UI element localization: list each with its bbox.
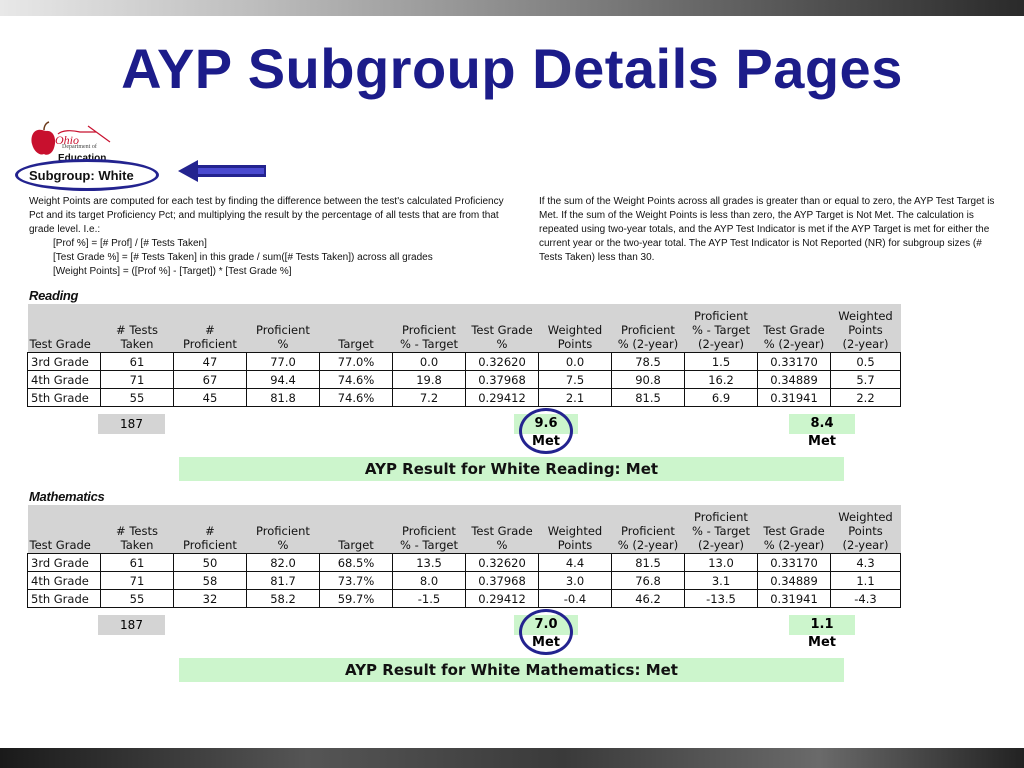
cell-test-grade: 5th Grade bbox=[28, 590, 101, 608]
cell-num-proficient: 58 bbox=[174, 572, 247, 590]
cell-test-grade-pct: 0.29412 bbox=[466, 590, 539, 608]
column-header-text: Weighted bbox=[838, 309, 893, 323]
cell-proficient-pct: 94.4 bbox=[247, 371, 320, 389]
column-header-proficient-pct bbox=[247, 304, 320, 353]
column-header-text: Points bbox=[557, 538, 593, 552]
cell-target: 59.7% bbox=[320, 590, 393, 608]
cell-proficient-minus-target: 7.2 bbox=[393, 389, 466, 407]
cell-proficient-minus-target: -1.5 bbox=[393, 590, 466, 608]
column-header-text: % - Target bbox=[400, 337, 458, 351]
cell-weighted-points: 7.5 bbox=[539, 371, 612, 389]
column-header-text: Test Grade bbox=[471, 323, 533, 337]
column-header-text: Points bbox=[848, 323, 883, 337]
reading-ayp-result: AYP Result for White Reading: Met bbox=[179, 457, 844, 481]
cell-num-proficient: 45 bbox=[174, 389, 247, 407]
cell-test-grade-pct: 0.37968 bbox=[466, 371, 539, 389]
column-header-weighted-points bbox=[539, 505, 612, 554]
column-header-test-grade-pct bbox=[466, 304, 539, 353]
weight-points-explanation bbox=[29, 195, 519, 279]
formula-weight-points: [Weight Points] = ([Prof %] - [Target]) * [Test Grade %] bbox=[53, 266, 292, 277]
table-row bbox=[28, 590, 901, 608]
left-arrow-icon bbox=[178, 160, 268, 182]
ayp-target-explanation: If the sum of the Weight Points across all grades is greater than or equal to zero, the AYP Test Target is Met. If the sum of the Weight Points is less than zero, the AYP Target is Not Met. The calculation is repeated using two-year totals, and the AYP Test Indicator is met if the AYP Target is met for either the current year or the two-year total. The AYP Test Indicator is Not Reported (NR) for subgroup sizes (# Tests Taken) less than 30. bbox=[539, 196, 995, 263]
cell-proficient-pct-2yr: 76.8 bbox=[612, 572, 685, 590]
cell-weighted-points-2yr: 1.1 bbox=[831, 572, 901, 590]
cell-proficient-minus-target-2yr: 1.5 bbox=[685, 353, 758, 371]
cell-proficient-pct-2yr: 81.5 bbox=[612, 554, 685, 572]
column-header-text: # bbox=[205, 323, 215, 337]
column-header-text: Weighted bbox=[547, 524, 603, 538]
column-header-text: Proficient bbox=[183, 538, 237, 552]
cell-weighted-points: 0.0 bbox=[539, 353, 612, 371]
column-header-text: Proficient bbox=[621, 524, 675, 538]
cell-weighted-points-2yr: -4.3 bbox=[831, 590, 901, 608]
column-header-text: Target bbox=[338, 538, 374, 552]
column-header-text: Weighted bbox=[547, 323, 603, 337]
column-header-num-proficient bbox=[174, 505, 247, 554]
cell-proficient-minus-target: 8.0 bbox=[393, 572, 466, 590]
cell-proficient-minus-target-2yr: 16.2 bbox=[685, 371, 758, 389]
mathematics-section-label: Mathematics bbox=[29, 489, 105, 504]
cell-test-grade-pct: 0.37968 bbox=[466, 572, 539, 590]
cell-proficient-minus-target: 13.5 bbox=[393, 554, 466, 572]
cell-proficient-pct: 58.2 bbox=[247, 590, 320, 608]
cell-tests-taken: 71 bbox=[101, 572, 174, 590]
table-row bbox=[28, 554, 901, 572]
reading-table bbox=[27, 304, 901, 407]
column-header-text: Points bbox=[557, 337, 593, 351]
column-header-text: Proficient bbox=[694, 309, 748, 323]
cell-test-grade-pct-2yr: 0.33170 bbox=[758, 353, 831, 371]
mathematics-total-tests: 187 bbox=[98, 615, 165, 635]
cell-weighted-points-2yr: 5.7 bbox=[831, 371, 901, 389]
column-header-proficient-minus-target-2yr bbox=[685, 304, 758, 353]
cell-target: 74.6% bbox=[320, 371, 393, 389]
column-header-text: (2-year) bbox=[698, 538, 744, 552]
cell-test-grade: 3rd Grade bbox=[28, 353, 101, 371]
cell-test-grade-pct-2yr: 0.34889 bbox=[758, 371, 831, 389]
column-header-proficient-minus-target bbox=[393, 304, 466, 353]
cell-proficient-pct: 82.0 bbox=[247, 554, 320, 572]
cell-proficient-pct-2yr: 78.5 bbox=[612, 353, 685, 371]
cell-test-grade: 5th Grade bbox=[28, 389, 101, 407]
cell-proficient-minus-target-2yr: 6.9 bbox=[685, 389, 758, 407]
cell-num-proficient: 47 bbox=[174, 353, 247, 371]
cell-target: 68.5% bbox=[320, 554, 393, 572]
column-header-test-grade bbox=[28, 505, 101, 554]
column-header-text: Test Grade bbox=[29, 538, 91, 552]
cell-tests-taken: 61 bbox=[101, 353, 174, 371]
column-header-target bbox=[320, 505, 393, 554]
mathematics-weighted-status-2yr: Met bbox=[808, 635, 836, 650]
cell-tests-taken: 71 bbox=[101, 371, 174, 389]
column-header-text: Proficient bbox=[621, 323, 675, 337]
column-header-tests-taken bbox=[101, 505, 174, 554]
column-header-text: (2-year) bbox=[698, 337, 744, 351]
cell-tests-taken: 55 bbox=[101, 590, 174, 608]
cell-test-grade-pct-2yr: 0.31941 bbox=[758, 389, 831, 407]
explanation-intro: Weight Points are computed for each test by finding the difference between the test's calculated Proficiency Pct and its target Proficiency Pct; and multiplying the result by the percentage of all tests that are from that grade level. I.e.: bbox=[29, 196, 504, 235]
column-header-text: (2-year) bbox=[842, 337, 889, 351]
column-header-proficient-pct-2yr bbox=[612, 304, 685, 353]
cell-proficient-pct-2yr: 46.2 bbox=[612, 590, 685, 608]
cell-proficient-pct-2yr: 90.8 bbox=[612, 371, 685, 389]
table-row bbox=[28, 389, 901, 407]
reading-section-label: Reading bbox=[29, 288, 79, 303]
cell-proficient-minus-target-2yr: 13.0 bbox=[685, 554, 758, 572]
mathematics-weighted-total-2yr: 1.1 bbox=[789, 615, 855, 635]
column-header-text: Test Grade bbox=[763, 323, 825, 337]
cell-proficient-pct: 81.8 bbox=[247, 389, 320, 407]
top-decorative-bar bbox=[0, 0, 1024, 16]
column-header-test-grade bbox=[28, 304, 101, 353]
column-header-text: Taken bbox=[120, 538, 154, 552]
header-row bbox=[28, 304, 901, 353]
column-header-text: # Tests bbox=[116, 524, 158, 538]
column-header-text: % (2-year) bbox=[763, 337, 825, 351]
cell-test-grade: 4th Grade bbox=[28, 572, 101, 590]
column-header-text: Proficient bbox=[256, 323, 310, 337]
cell-test-grade-pct: 0.32620 bbox=[466, 353, 539, 371]
table-row bbox=[28, 572, 901, 590]
column-header-proficient-pct-2yr bbox=[612, 505, 685, 554]
cell-proficient-pct: 77.0 bbox=[247, 353, 320, 371]
cell-test-grade-pct-2yr: 0.33170 bbox=[758, 554, 831, 572]
cell-test-grade-pct: 0.29412 bbox=[466, 389, 539, 407]
column-header-text: % - Target bbox=[692, 524, 750, 538]
cell-tests-taken: 55 bbox=[101, 389, 174, 407]
cell-weighted-points: 4.4 bbox=[539, 554, 612, 572]
column-header-text: % (2-year) bbox=[617, 337, 679, 351]
column-header-proficient-pct bbox=[247, 505, 320, 554]
column-header-num-proficient bbox=[174, 304, 247, 353]
cell-num-proficient: 67 bbox=[174, 371, 247, 389]
mathematics-weighted-total: 7.0 bbox=[514, 615, 578, 635]
column-header-text: # Tests bbox=[116, 323, 158, 337]
column-header-text: Points bbox=[848, 524, 883, 538]
cell-proficient-pct-2yr: 81.5 bbox=[612, 389, 685, 407]
column-header-text: Weighted bbox=[838, 510, 893, 524]
cell-num-proficient: 50 bbox=[174, 554, 247, 572]
column-header-text: % bbox=[496, 538, 508, 552]
cell-target: 73.7% bbox=[320, 572, 393, 590]
column-header-text: % bbox=[277, 337, 289, 351]
column-header-test-grade-pct bbox=[466, 505, 539, 554]
cell-target: 77.0% bbox=[320, 353, 393, 371]
column-header-text: Test Grade bbox=[471, 524, 533, 538]
column-header-text: Taken bbox=[120, 337, 154, 351]
cell-test-grade-pct: 0.32620 bbox=[466, 554, 539, 572]
reading-weighted-highlight-circle bbox=[519, 408, 573, 454]
column-header-text: Proficient bbox=[694, 510, 748, 524]
formula-prof-pct: [Prof %] = [# Prof] / [# Tests Taken] bbox=[53, 238, 207, 249]
column-header-text: Target bbox=[338, 337, 374, 351]
cell-tests-taken: 61 bbox=[101, 554, 174, 572]
mathematics-table bbox=[27, 505, 901, 608]
column-header-text: Proficient bbox=[183, 337, 237, 351]
mathematics-ayp-result: AYP Result for White Mathematics: Met bbox=[179, 658, 844, 682]
column-header-text: % - Target bbox=[400, 538, 458, 552]
cell-weighted-points-2yr: 4.3 bbox=[831, 554, 901, 572]
column-header-weighted-points-2yr bbox=[831, 505, 901, 554]
cell-test-grade: 4th Grade bbox=[28, 371, 101, 389]
column-header-text: Proficient bbox=[402, 524, 456, 538]
cell-proficient-minus-target-2yr: 3.1 bbox=[685, 572, 758, 590]
column-header-weighted-points bbox=[539, 304, 612, 353]
slide-title: AYP Subgroup Details Pages bbox=[121, 37, 903, 100]
bottom-decorative-bar bbox=[0, 748, 1024, 768]
column-header-text: % bbox=[496, 337, 508, 351]
cell-target: 74.6% bbox=[320, 389, 393, 407]
reading-total-tests: 187 bbox=[98, 414, 165, 434]
cell-test-grade-pct-2yr: 0.34889 bbox=[758, 572, 831, 590]
column-header-text: Test Grade bbox=[763, 524, 825, 538]
mathematics-weighted-highlight-circle bbox=[519, 609, 573, 655]
column-header-weighted-points-2yr bbox=[831, 304, 901, 353]
column-header-tests-taken bbox=[101, 304, 174, 353]
column-header-proficient-minus-target bbox=[393, 505, 466, 554]
table-row bbox=[28, 371, 901, 389]
column-header-text: % bbox=[277, 538, 289, 552]
cell-proficient-minus-target: 0.0 bbox=[393, 353, 466, 371]
column-header-text: % (2-year) bbox=[763, 538, 825, 552]
column-header-test-grade-pct-2yr bbox=[758, 505, 831, 554]
cell-weighted-points: 2.1 bbox=[539, 389, 612, 407]
column-header-text: Proficient bbox=[256, 524, 310, 538]
logo-department-text: Department of bbox=[62, 144, 97, 150]
reading-weighted-status: Met bbox=[532, 434, 560, 449]
subgroup-highlight-circle bbox=[15, 159, 159, 191]
cell-proficient-minus-target-2yr: -13.5 bbox=[685, 590, 758, 608]
column-header-text: % (2-year) bbox=[617, 538, 679, 552]
reading-weighted-total-2yr: 8.4 bbox=[789, 414, 855, 434]
cell-weighted-points-2yr: 0.5 bbox=[831, 353, 901, 371]
cell-weighted-points: 3.0 bbox=[539, 572, 612, 590]
column-header-proficient-minus-target-2yr bbox=[685, 505, 758, 554]
column-header-text: # bbox=[205, 524, 215, 538]
cell-weighted-points: -0.4 bbox=[539, 590, 612, 608]
subgroup-label: Subgroup: White bbox=[29, 168, 134, 183]
svg-text:Ohio: Ohio bbox=[55, 133, 79, 147]
column-header-target bbox=[320, 304, 393, 353]
cell-proficient-pct: 81.7 bbox=[247, 572, 320, 590]
column-header-test-grade-pct-2yr bbox=[758, 304, 831, 353]
logo-education-text: Education bbox=[58, 153, 107, 164]
column-header-text: (2-year) bbox=[842, 538, 889, 552]
cell-test-grade-pct-2yr: 0.31941 bbox=[758, 590, 831, 608]
column-header-text: Test Grade bbox=[29, 337, 91, 351]
cell-num-proficient: 32 bbox=[174, 590, 247, 608]
header-row bbox=[28, 505, 901, 554]
table-row bbox=[28, 353, 901, 371]
cell-test-grade: 3rd Grade bbox=[28, 554, 101, 572]
column-header-text: Proficient bbox=[402, 323, 456, 337]
cell-weighted-points-2yr: 2.2 bbox=[831, 389, 901, 407]
mathematics-weighted-status: Met bbox=[532, 635, 560, 650]
reading-weighted-total: 9.6 bbox=[514, 414, 578, 434]
formula-test-grade-pct: [Test Grade %] = [# Tests Taken] in this grade / sum([# Tests Taken]) across all grades bbox=[53, 252, 433, 263]
column-header-text: % - Target bbox=[692, 323, 750, 337]
cell-proficient-minus-target: 19.8 bbox=[393, 371, 466, 389]
reading-weighted-status-2yr: Met bbox=[808, 434, 836, 449]
